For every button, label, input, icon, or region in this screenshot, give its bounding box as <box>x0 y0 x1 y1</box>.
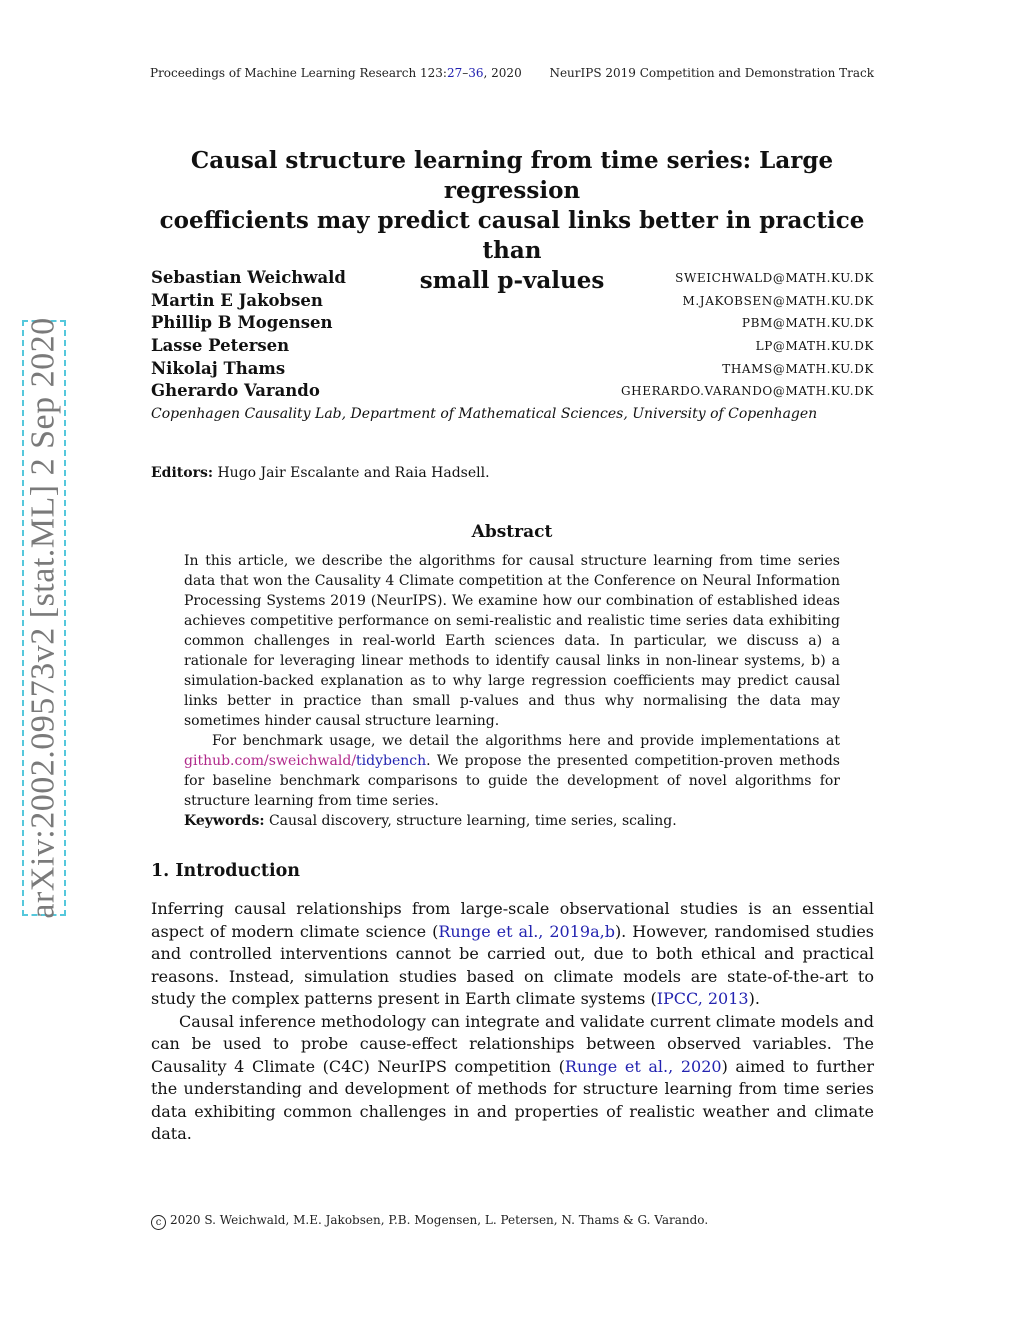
journal-citation: Proceedings of Machine Learning Research 123:27–36, 2020 <box>150 66 522 80</box>
track-name: NeurIPS 2019 Competition and Demonstration Track <box>549 66 874 80</box>
copyright-text: 2020 S. Weichwald, M.E. Jakobsen, P.B. Mogensen, L. Petersen, N. Thams & G. Varando. <box>170 1213 709 1227</box>
citation-link[interactable]: IPCC, 2013 <box>656 989 749 1008</box>
citation-link[interactable]: Runge et al., 2019a,b <box>438 921 615 941</box>
author-row <box>151 336 874 359</box>
author-name: Phillip B Mogensen <box>151 313 333 333</box>
keywords-label: Keywords: <box>184 813 265 829</box>
abstract-heading: Abstract <box>471 522 553 542</box>
abstract-paragraph: For benchmark usage, we detail the algorithms here and provide implementations at github.com/sweichwald/tidybench. We propose the presented competition-proven methods for baseline benchmark comparisons to guide the development of novel algorithms for structure learning from time series. <box>184 733 840 809</box>
author-email[interactable]: PBM@MATH.KU.DK <box>741 316 874 331</box>
body-paragraph: Inferring causal relationships from large-scale observational studies is an essential aspect of modern climate science (Runge et al., 2019a,b). However, randomised studies and controlled interventions cannot be carried out, due to both ethical and practical reasons. Instead, simulation studies based on climate models are state-of-the-art to study the complex patterns present in Earth climate systems (IPCC, 2013). <box>151 899 875 1008</box>
copyright-icon: c <box>151 1215 166 1230</box>
copyright-footer <box>151 1213 708 1230</box>
affiliation: Copenhagen Causality Lab, Department of Mathematical Sciences, University of Copenhagen <box>151 406 818 422</box>
citation-link[interactable]: Runge et al., 2020 <box>564 1056 722 1076</box>
author-name: Nikolaj Thams <box>151 358 286 378</box>
author-name: Gherardo Varando <box>151 381 320 401</box>
author-email[interactable]: GHERARDO.VARANDO@MATH.KU.DK <box>620 384 874 399</box>
paper-title: Causal structure learning from time series: Large regression coefficients may predict causal links better in practice than small p-values <box>159 147 865 294</box>
abstract-paragraph: In this article, we describe the algorithms for causal structure learning from time series data that won the Causality 4 Climate competition at the Conference on Neural Information Processing Systems 2019 (NeurIPS). We examine how our combination of established ideas achieves competitive performance on semi-realistic and realistic time series data exhibiting common challenges in real-world Earth sciences data. In particular, we discuss a) a rationale for leveraging linear methods to identify causal links in non-linear systems, b) a simulation-backed explanation as to why large regression coefficients may predict causal links better in practice than small p-values and thus why normalising the data may sometimes hinder causal structure learning. <box>184 553 840 729</box>
introduction-body <box>151 898 874 1146</box>
author-name: Lasse Petersen <box>151 336 290 356</box>
editors-names: Hugo Jair Escalante and Raia Hadsell. <box>213 465 490 481</box>
author-name: Martin E Jakobsen <box>151 290 323 310</box>
page-start-link[interactable]: 27 <box>446 66 463 80</box>
author-list <box>151 268 874 404</box>
author-row <box>151 313 874 336</box>
arxiv-stamp[interactable] <box>22 317 66 919</box>
author-row <box>151 359 874 382</box>
body-paragraph: Causal inference methodology can integrate and validate current climate models and can be used to probe cause-effect relationships between observed variables. The Causality 4 Climate (C4C) NeurIPS competition (Runge et al., 2020) aimed to further the understanding and development of methods for structure learning from time series data exhibiting common challenges in and properties of realistic weather and climate data. <box>151 1011 874 1143</box>
author-email[interactable]: SWEICHWALD@MATH.KU.DK <box>675 271 874 285</box>
author-email[interactable]: THAMS@MATH.KU.DK <box>722 361 874 376</box>
editors-line <box>151 465 490 481</box>
author-name: Sebastian Weichwald <box>151 268 346 287</box>
running-header <box>150 66 874 86</box>
author-row <box>151 268 874 291</box>
editors-label: Editors: <box>151 465 214 481</box>
author-row <box>151 291 874 314</box>
author-email[interactable]: M.JAKOBSEN@MATH.KU.DK <box>682 293 874 308</box>
page-end-link[interactable]: 36 <box>468 66 484 80</box>
author-row <box>151 381 874 404</box>
author-email[interactable]: LP@MATH.KU.DK <box>755 339 874 354</box>
keywords-text: Causal discovery, structure learning, time series, scaling. <box>264 813 677 829</box>
arxiv-stamp-text: arXiv:2002.09573v2 [stat.ML] 2 Sep 2020 <box>25 317 62 919</box>
keywords-line <box>184 811 840 831</box>
abstract-body <box>184 551 840 831</box>
section-heading-introduction: 1. Introduction <box>151 861 300 881</box>
github-link[interactable]: github.com/sweichwald/tidybench <box>184 753 427 769</box>
